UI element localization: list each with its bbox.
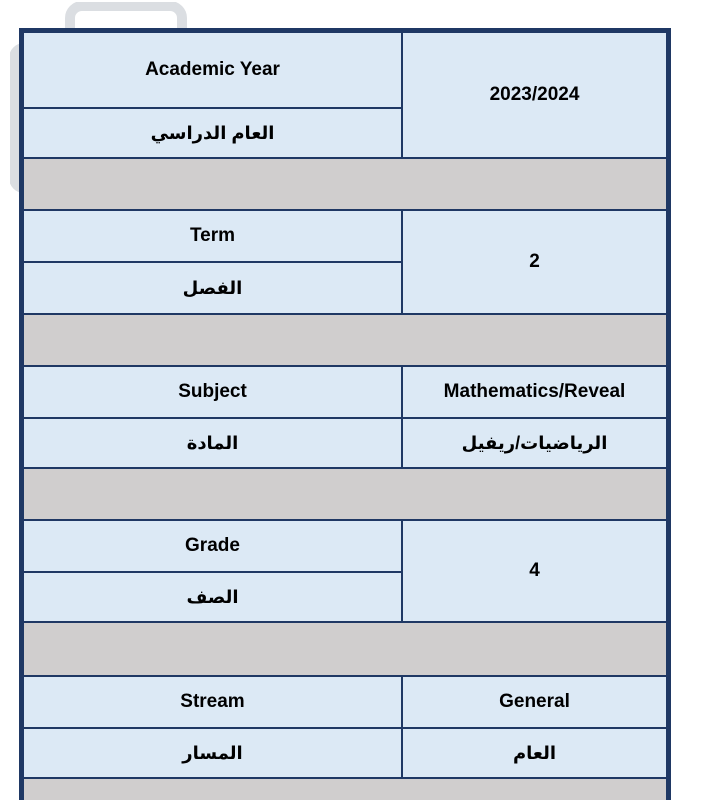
row-separator: [22, 621, 668, 677]
stream-label-en: Stream: [22, 675, 403, 729]
subject-label-ar: المادة: [22, 417, 403, 469]
term-label-ar: الفصل: [22, 261, 403, 315]
grade-label-ar: الصف: [22, 571, 403, 623]
academic-year-label-en: Academic Year: [22, 31, 403, 109]
grade-value: 4: [401, 519, 668, 623]
grade-label-en: Grade: [22, 519, 403, 573]
term-value: 2: [401, 209, 668, 315]
stream-value-ar: العام: [401, 727, 668, 779]
row-separator: [22, 777, 668, 800]
subject-value-en: Mathematics/Reveal: [401, 365, 668, 419]
row-separator: [22, 157, 668, 211]
academic-year-label-ar: العام الدراسي: [22, 107, 403, 159]
stream-value-en: General: [401, 675, 668, 729]
cover-info-table: [19, 28, 671, 800]
term-label-en: Term: [22, 209, 403, 263]
subject-value-ar: الرياضيات/ريفيل: [401, 417, 668, 469]
academic-year-value: 2023/2024: [401, 31, 668, 159]
subject-label-en: Subject: [22, 365, 403, 419]
row-separator: [22, 467, 668, 521]
stream-label-ar: المسار: [22, 727, 403, 779]
row-separator: [22, 313, 668, 367]
